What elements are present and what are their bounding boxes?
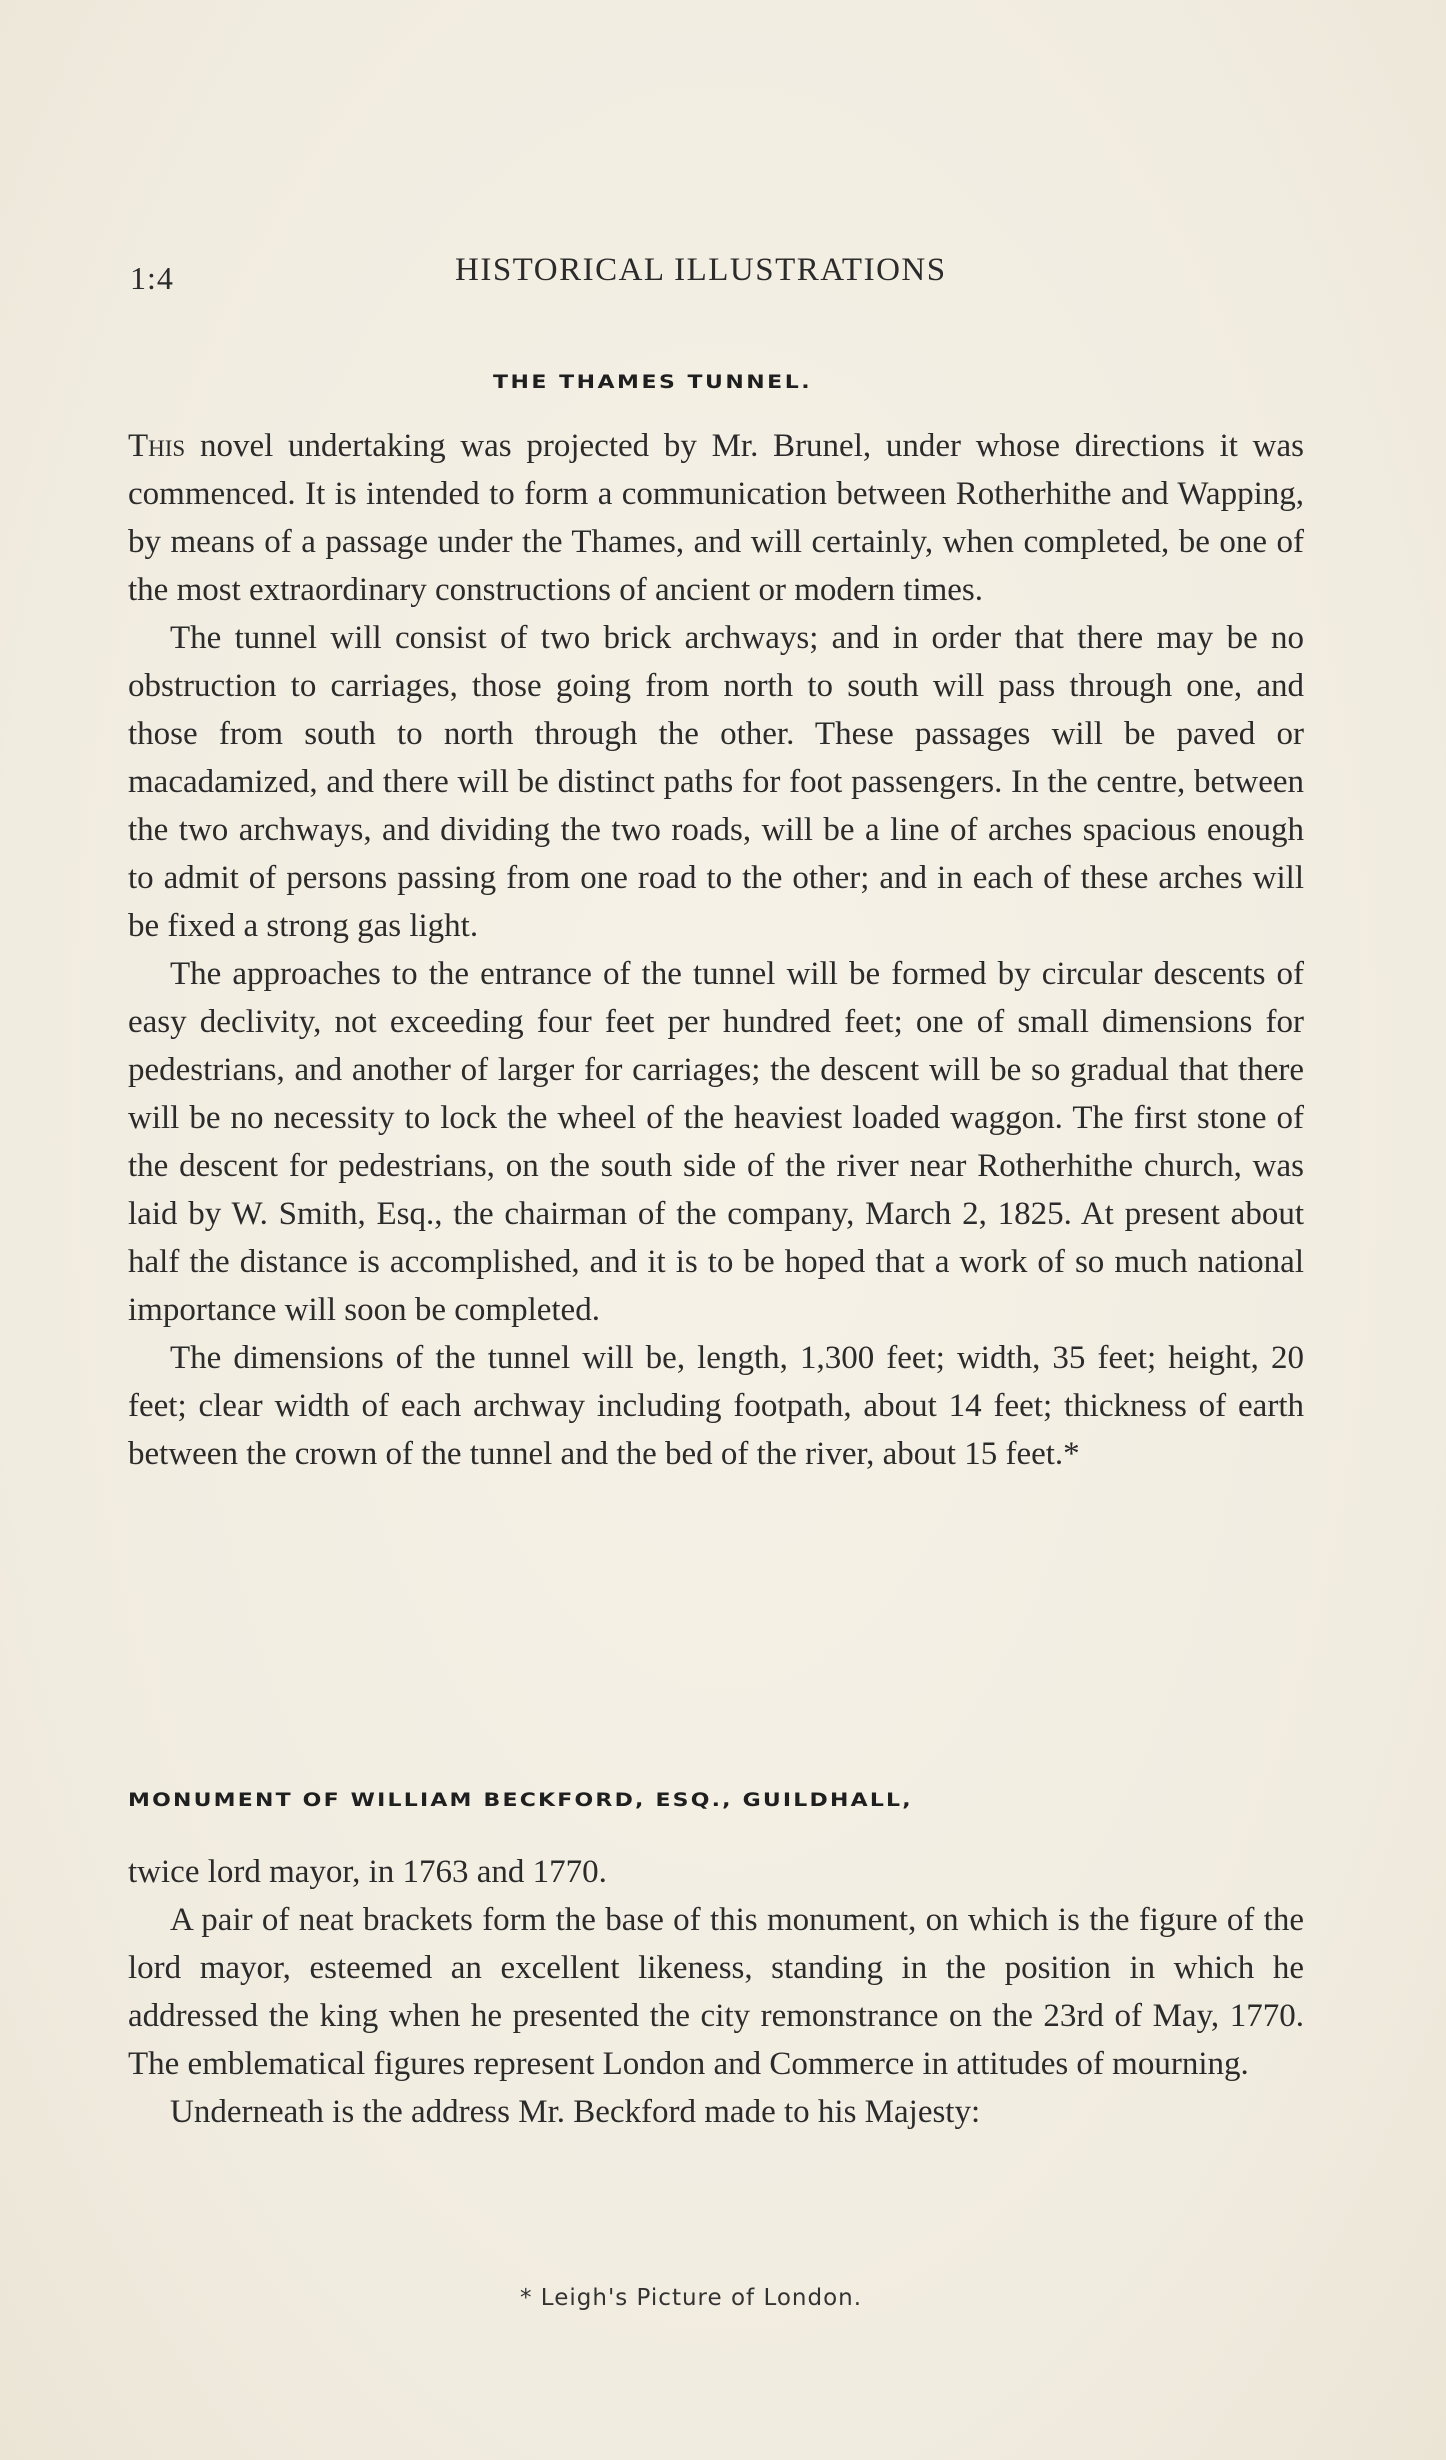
running-title: HISTORICAL ILLUSTRATIONS [455, 252, 947, 288]
paragraph [128, 422, 1304, 614]
paragraph-text: novel undertaking was projected by Mr. Brunel, under whose directions it was commenced. It is intended to form a communication between Rotherhithe and Wapping, by means of a passage under the Thames, and will certainly, when completed, be one of the most extraordinary constructions of ancient or modern times. [128, 428, 1304, 608]
running-head [130, 252, 1310, 296]
section-body-beckford-monument [128, 1848, 1304, 2136]
paragraph-lead-word: This [128, 428, 186, 464]
paragraph: The dimensions of the tunnel will be, length, 1,300 feet; width, 35 feet; height, 20 feet; clear width of each archway including footpath, about 14 feet; thickness of earth between the crown of the tunnel and the bed of the river, about 15 feet.* [128, 1340, 1304, 1472]
paragraph: Underneath is the address Mr. Beckford made to his Majesty: [170, 2094, 981, 2130]
paragraph: The tunnel will consist of two brick archways; and in order that there may be no obstruction to carriages, those going from north to south will pass through one, and those from south to north through the other. These passages will be paved or macadamized, and there will be distinct paths for foot passengers. In the centre, between the two archways, and dividing the two roads, will be a line of arches spacious enough to admit of persons passing from one road to the other; and in each of these arches will be fixed a strong gas light. [128, 620, 1304, 944]
paragraph: The approaches to the entrance of the tunnel will be formed by circular descents of easy declivity, not exceeding four feet per hundred feet; one of small dimensions for pedestrians, and another of larger for carriages; the descent will be so gradual that there will be no necessity to lock the wheel of the heaviest loaded waggon. The first stone of the descent for pedestrians, on the south side of the river near Rotherhithe church, was laid by W. Smith, Esq., the chairman of the company, March 2, 1825. At present about half the distance is accomplished, and it is to be hoped that a work of so much national importance will soon be completed. [128, 956, 1304, 1328]
footnote: * Leigh's Picture of London. [520, 2285, 863, 2311]
page-number: 1:4 [130, 260, 174, 296]
section-body-thames-tunnel [128, 422, 1304, 1478]
section-heading-beckford-monument: MONUMENT OF WILLIAM BECKFORD, ESQ., GUILDHALL, [128, 1790, 913, 1812]
section-heading-thames-tunnel: THE THAMES TUNNEL. [493, 372, 813, 394]
paragraph: twice lord mayor, in 1763 and 1770. [128, 1854, 607, 1890]
paragraph: A pair of neat brackets form the base of this monument, on which is the figure of the lord mayor, esteemed an excellent likeness, standing in the position in which he addressed the king when he presented the city remonstrance on the 23rd of May, 1770. The emblematical figures represent London and Commerce in attitudes of mourning. [128, 1902, 1304, 2082]
